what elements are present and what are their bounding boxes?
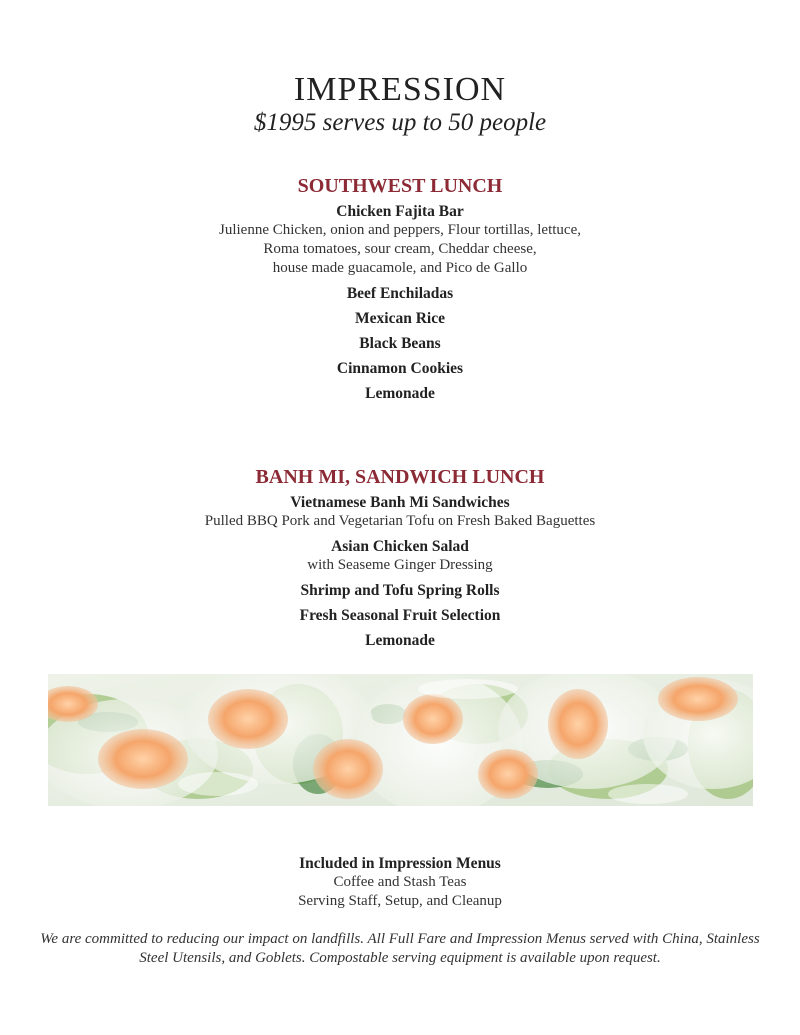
menu-item-name: Black Beans — [359, 335, 441, 352]
menu-item — [0, 631, 800, 650]
menu-item-desc: Julienne Chicken, onion and peppers, Flour tortillas, lettuce, — [218, 222, 581, 238]
section-banh-mi-lunch — [0, 465, 800, 656]
menu-item — [0, 537, 800, 575]
included-section — [0, 854, 800, 911]
menu-item-desc: house made guacamole, and Pico de Gallo — [272, 260, 528, 276]
menu-item-name: Fresh Seasonal Fruit Selection — [299, 607, 501, 624]
section-title: SOUTHWEST LUNCH — [297, 175, 503, 197]
menu-item — [0, 384, 800, 403]
menu-item-name: Cinnamon Cookies — [336, 360, 464, 377]
spring-rolls-photo — [48, 674, 753, 806]
menu-item-desc: Roma tomatoes, sour cream, Cheddar cheese, — [263, 241, 537, 257]
included-line: Serving Staff, Setup, and Cleanup — [298, 893, 502, 909]
page-title: IMPRESSION — [293, 71, 507, 108]
spring-rolls-image — [48, 674, 753, 806]
section-southwest-lunch — [0, 174, 800, 409]
menu-item-name: Shrimp and Tofu Spring Rolls — [300, 582, 500, 599]
menu-item-name: Vietnamese Banh Mi Sandwiches — [290, 494, 510, 511]
menu-item-name: Chicken Fajita Bar — [336, 203, 464, 220]
menu-item — [0, 309, 800, 328]
sustainability-note: We are committed to reducing our impact on landfills. All Full Fare and Impression Menus served with China, Stainless Steel Utensils, and Goblets. Compostable serving equipment is available upon request. — [40, 931, 760, 966]
menu-item — [0, 493, 800, 531]
menu-item — [0, 202, 800, 278]
included-line: Coffee and Stash Teas — [333, 874, 467, 890]
price-subtitle: $1995 serves up to 50 people — [253, 109, 547, 136]
menu-item-name: Beef Enchiladas — [346, 285, 454, 302]
menu-item — [0, 581, 800, 600]
included-title: Included in Impression Menus — [299, 855, 501, 872]
menu-item — [0, 606, 800, 625]
menu-item-name: Lemonade — [365, 632, 435, 649]
menu-item-name: Lemonade — [365, 385, 435, 402]
menu-item — [0, 359, 800, 378]
section-title: BANH MI, SANDWICH LUNCH — [255, 466, 545, 488]
menu-item-name: Mexican Rice — [355, 310, 445, 327]
menu-item — [0, 334, 800, 353]
menu-item-desc: with Seaseme Ginger Dressing — [307, 557, 493, 573]
menu-item-desc: Pulled BBQ Pork and Vegetarian Tofu on Fresh Baked Baguettes — [204, 513, 596, 529]
menu-item — [0, 284, 800, 303]
menu-item-name: Asian Chicken Salad — [331, 538, 469, 555]
